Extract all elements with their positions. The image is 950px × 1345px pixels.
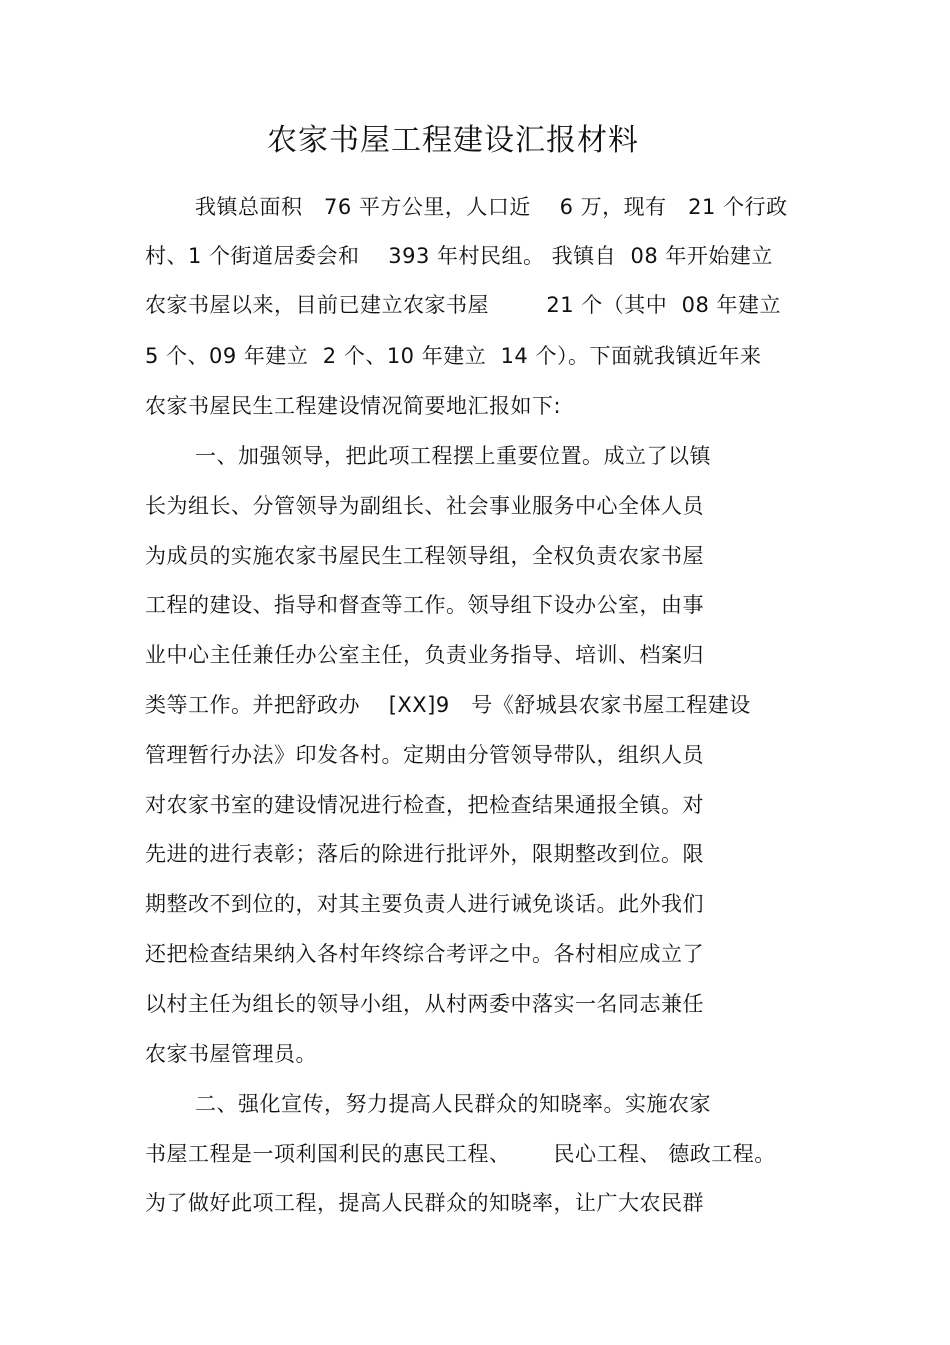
document-title: 农家书屋工程建设汇报材料 <box>267 123 639 158</box>
paragraph-2-line-13: 农家书屋管理员。 <box>145 1042 317 1066</box>
paragraph-2-line-3: 为成员的实施农家书屋民生工程领导组，全权负责农家书屋 <box>145 544 704 568</box>
paragraph-3-line-2: 书屋工程是一项利国利民的惠民工程、 民心工程、 德政工程。 <box>145 1142 776 1166</box>
paragraph-2-line-7: 管理暂行办法》印发各村。定期由分管领导带队，组织人员 <box>145 743 704 767</box>
paragraph-3-line-3: 为了做好此项工程，提高人民群众的知晓率，让广大农民群 <box>145 1191 704 1215</box>
paragraph-2-line-8: 对农家书室的建设情况进行检查，把检查结果通报全镇。对 <box>145 793 704 817</box>
paragraph-2-line-4: 工程的建设、指导和督查等工作。领导组下设办公室，由事 <box>145 593 704 617</box>
paragraph-1-line-1: 我镇总面积 76 平方公里，人口近 6 万，现有 21 个行政 <box>195 195 788 219</box>
paragraph-2-line-2: 长为组长、分管领导为副组长、社会事业服务中心全体人员 <box>145 494 704 518</box>
paragraph-2-line-1: 一、加强领导，把此项工程摆上重要位置。成立了以镇 <box>195 444 711 468</box>
paragraph-2-line-10: 期整改不到位的，对其主要负责人进行诫免谈话。此外我们 <box>145 892 704 916</box>
paragraph-1-line-3: 农家书屋以来，目前已建立农家书屋 21 个（其中 08 年建立 <box>145 293 782 317</box>
paragraph-1-line-2: 村、1 个街道居委会和 393 年村民组。 我镇自 08 年开始建立 <box>145 244 773 268</box>
paragraph-3-line-1: 二、强化宣传，努力提高人民群众的知晓率。实施农家 <box>195 1092 711 1116</box>
paragraph-2-line-6: 类等工作。并把舒政办 [XX]9 号《舒城县农家书屋工程建设 <box>145 693 751 717</box>
paragraph-2-line-9: 先进的进行表彰；落后的除进行批评外，限期整改到位。限 <box>145 842 704 866</box>
paragraph-2-line-11: 还把检查结果纳入各村年终综合考评之中。各村相应成立了 <box>145 942 704 966</box>
paragraph-2-line-12: 以村主任为组长的领导小组，从村两委中落实一名同志兼任 <box>145 992 704 1016</box>
paragraph-1-line-5: 农家书屋民生工程建设情况简要地汇报如下: <box>145 394 562 418</box>
paragraph-1-line-4: 5 个、09 年建立 2 个、10 年建立 14 个）。下面就我镇近年来 <box>145 344 762 368</box>
paragraph-2-line-5: 业中心主任兼任办公室主任，负责业务指导、培训、档案归 <box>145 643 704 667</box>
